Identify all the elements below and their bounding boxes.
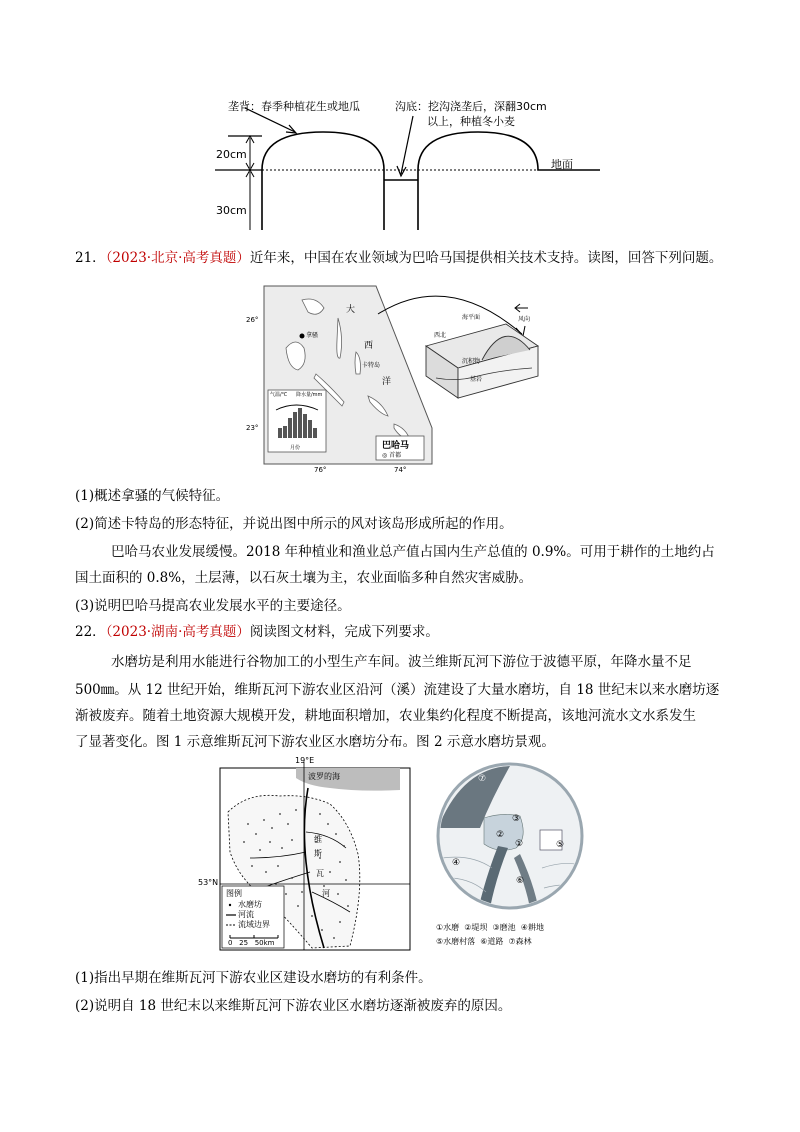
dim-30cm-label: 30cm (216, 204, 247, 217)
q22-number: 22． (75, 624, 106, 640)
climate-month-label: 月份 (290, 445, 301, 451)
ocean-label-1: 大 (346, 305, 356, 315)
q22-paragraph-2: 500㎜。从 12 世纪开始，维斯瓦河下游农业区沿河（溪）流建设了大量水磨坊，自 18 世纪末以来水磨坊逐 (75, 682, 720, 698)
lon-19e-label: 19°E (295, 756, 315, 765)
block-bedrock-label: 基岩 (470, 376, 483, 383)
vistula-map-svg (200, 762, 418, 954)
landscape-marker-4: ④ (452, 858, 461, 868)
block-sea-level-label: 海平面 (462, 314, 481, 321)
ocean-label-2: 西 (364, 341, 374, 351)
q21-sub1: (1)概述拿骚的气候特征。 (75, 488, 230, 504)
furrow (384, 170, 418, 230)
scale-bar-label: 0 25 50km (228, 939, 275, 947)
q21-sub3: (3)说明巴哈马提高农业发展水平的主要途径。 (75, 598, 351, 614)
landscape-marker-7: ⑦ (478, 774, 487, 784)
q21-material-1: 巴哈马农业发展缓慢。2018 年种植业和渔业总产值占国内生产总值的 0.9%。可用于耕作的土地约占 (111, 544, 715, 560)
legend-title: 巴哈马 (382, 441, 410, 451)
q21-heading (75, 248, 722, 268)
baltic-sea-label: 波罗的海 (308, 772, 340, 781)
legend-mill-label: 水磨坊 (238, 900, 262, 909)
block-nw-label: 西北 (434, 332, 447, 339)
vistula-label-2: 斯 (314, 849, 322, 858)
ridge-label: 垄背：春季种植花生或地瓜 (228, 100, 360, 113)
water-mill-landscape (432, 758, 602, 958)
lon-76-label: 76° (314, 466, 327, 474)
block-wind-label: 风向 (518, 316, 531, 323)
q22-heading (75, 622, 439, 642)
furrow-label-1: 沟底：挖沟浇垄后，深翻30cm (395, 100, 547, 113)
q21-sub2: (2)简述卡特岛的形态特征，并说出图中所示的风对该岛形成所起的作用。 (75, 516, 513, 532)
q21-stem: 近年来，中国在农业领域为巴哈马国提供相关技术支持。读图，回答下列问题。 (249, 250, 723, 266)
q22-sub2: (2)说明自 18 世纪末以来维斯瓦河下游农业区水磨坊逐渐被废弃的原因。 (75, 998, 512, 1014)
q22-paragraph-3: 渐被废弃。随着土地资源大规模开发，耕地面积增加，农业集约化程度不断提高，该地河流水文水系发生 (75, 708, 696, 724)
cat-island-label: 卡特岛 (362, 362, 381, 369)
legend-boundary-label: 流域边界 (238, 920, 270, 929)
dim-20cm-label: 20cm (216, 148, 247, 161)
ground-label: 地面 (551, 158, 573, 171)
q21-number: 21． (75, 250, 106, 266)
landscape-caption-1: ①水磨 ②堤坝 ③磨池 ④耕地 (436, 923, 544, 932)
furrow-label-2: 以上，种植冬小麦 (427, 115, 515, 128)
landscape-caption-2: ⑤水磨村落 ⑥道路 ⑦森林 (436, 937, 532, 946)
ridge-left (262, 132, 384, 230)
legend-title: 图例 (226, 889, 242, 898)
landscape-marker-5: ⑤ (556, 840, 565, 850)
vistula-label-4: 河 (322, 889, 330, 898)
lon-74-label: 74° (394, 466, 407, 474)
q21-source: （2023·北京·高考真题） (105, 250, 250, 266)
landscape-marker-3: ③ (512, 814, 521, 824)
vistula-label-3: 瓦 (316, 869, 324, 878)
block-sediment-label: 沉积物 (462, 358, 481, 365)
q22-paragraph-1: 水磨坊是利用水能进行谷物加工的小型生产车间。波兰维斯瓦河下游位于波德平原，年降水量不足 (111, 654, 692, 670)
q22-sub1: (1)指出早期在维斯瓦河下游农业区建设水磨坊的有利条件。 (75, 970, 432, 986)
nassau-label: 拿骚 (306, 332, 319, 339)
q22-paragraph-4: 了显著变化。图 1 示意维斯瓦河下游农业区水磨坊分布。图 2 示意水磨坊景观。 (75, 734, 555, 750)
landscape-marker-6: ⑥ (516, 876, 525, 886)
landscape-marker-1: ① (515, 839, 524, 849)
q21-material-2: 国土面积的 0.8%，土层薄，以石灰土壤为主，农业面临多种自然灾害威胁。 (75, 570, 533, 586)
climate-precip-axis: 降水量/mm (296, 392, 323, 398)
q22-stem: 阅读图文材料，完成下列要求。 (249, 624, 439, 640)
ocean-label-3: 洋 (382, 377, 392, 387)
q22-source: （2023·湖南·高考真题） (105, 624, 250, 640)
legend-river-label: 河流 (238, 910, 254, 919)
lat-23-label: 23° (246, 424, 259, 432)
vistula-map-figure (198, 756, 418, 954)
climate-temp-axis: 气温/℃ (270, 392, 288, 398)
legend-capital: ◎ 首都 (382, 452, 402, 459)
landscape-marker-2: ② (496, 830, 505, 840)
vistula-label-1: 维 (314, 835, 322, 844)
bahamas-figure (246, 278, 544, 474)
lat-26-label: 26° (246, 316, 259, 324)
lat-53n-label: 53°N (198, 878, 219, 887)
